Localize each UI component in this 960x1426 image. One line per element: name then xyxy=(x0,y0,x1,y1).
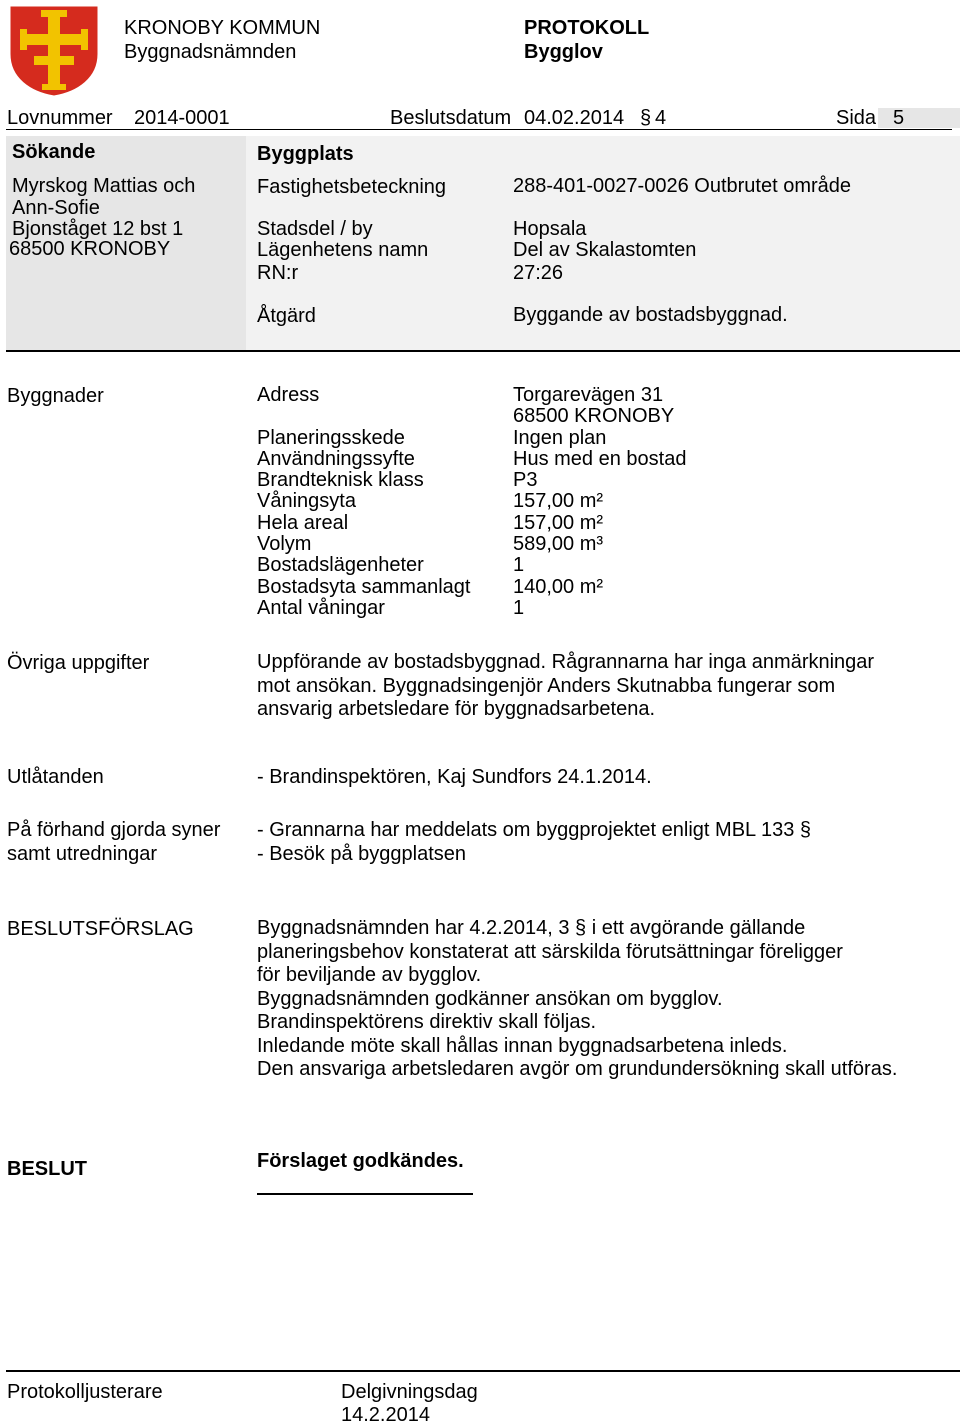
proposal-line: Den ansvariga arbetsledaren avgör om grundundersökning skall utföras. xyxy=(257,1058,898,1080)
building-attr-value: Torgarevägen 31 xyxy=(513,384,664,406)
delivery-date-value: 14.2.2014 xyxy=(341,1404,430,1426)
building-attr-label: Brandteknisk klass xyxy=(257,469,424,492)
building-attributes-labels xyxy=(257,385,470,619)
property-id-value: 288-401-0027-0026 Outbrutet område xyxy=(513,175,852,197)
decision-underline xyxy=(257,1193,473,1195)
document-type: PROTOKOLL xyxy=(524,17,650,39)
inspections-line: - Besök på byggplatsen xyxy=(257,842,467,865)
proposal-line: för beviljande av bygglov. xyxy=(257,964,482,986)
decision-text: Förslaget godkändes. xyxy=(257,1150,464,1172)
other-info-label: Övriga uppgifter xyxy=(7,652,150,674)
building-attr-label: Planeringsskede xyxy=(257,426,405,449)
inspections-line: - Grannarna har meddelats om byggprojektet enligt MBL 133 § xyxy=(257,819,812,841)
page-number-box xyxy=(878,108,960,128)
organization-name: KRONOBY KOMMUN xyxy=(124,17,321,39)
building-attr-label: Hela areal xyxy=(257,511,349,534)
paragraph-sign: § xyxy=(640,107,652,129)
footer-rule xyxy=(6,1370,960,1372)
other-info-text xyxy=(257,651,874,722)
document-subtype: Bygglov xyxy=(524,41,603,63)
inspections-label xyxy=(7,819,220,866)
meta-underline xyxy=(6,129,952,130)
decision-label: BESLUT xyxy=(7,1158,87,1180)
building-attr-label: Våningsyta xyxy=(257,490,356,513)
applicant-postal: 68500 KRONOBY xyxy=(9,238,171,260)
building-attr-label: Volym xyxy=(257,533,312,556)
district-label: Stadsdel / by xyxy=(257,218,373,240)
building-attr-value: 140,00 m² xyxy=(513,575,604,598)
proposal-line: Inledande möte skall hållas innan byggnadsarbetena inleds. xyxy=(257,1034,788,1057)
property-id-label: Fastighetsbeteckning xyxy=(257,176,447,198)
proposal-line: Byggnadsnämnden godkänner ansökan om bygglov. xyxy=(257,987,723,1010)
applicant-label: Sökande xyxy=(12,141,96,163)
building-attributes-values xyxy=(513,385,686,619)
proposal-text xyxy=(257,917,897,1082)
building-attr-value: Ingen plan xyxy=(513,426,607,449)
statements-text: - Brandinspektören, Kaj Sundfors 24.1.2014. xyxy=(257,766,652,788)
applicant-name-line-1: Myrskog Mattias och xyxy=(12,175,196,197)
permit-number-value: 2014-0001 xyxy=(134,107,230,129)
other-info-line: Uppförande av bostadsbyggnad. Rågrannarna har inga anmärkningar xyxy=(257,651,875,673)
building-attr-value: 157,00 m² xyxy=(513,490,604,513)
proposal-label: BESLUTSFÖRSLAG xyxy=(7,918,194,940)
applicant-name-line-2: Ann-Sofie xyxy=(12,197,100,219)
applicant-address: Bjonståget 12 bst 1 xyxy=(12,218,184,240)
inspections-text xyxy=(257,819,811,866)
page-number: 5 xyxy=(893,107,905,129)
building-attr-value: 589,00 m³ xyxy=(513,533,604,556)
building-attr-value: Hus med en bostad xyxy=(513,447,687,470)
department-name: Byggnadsnämnden xyxy=(124,41,297,63)
other-info-line: ansvarig arbetsledare för byggnadsarbetena. xyxy=(257,698,656,720)
panel-bottom-rule xyxy=(6,350,960,352)
action-value: Byggande av bostadsbyggnad. xyxy=(513,304,788,326)
other-info-line: mot ansökan. Byggnadsingenjör Anders Skutnabba fungerar som xyxy=(257,674,836,697)
building-attr-value: 157,00 m² xyxy=(513,511,604,534)
inspections-label-line: samt utredningar xyxy=(7,842,158,865)
lot-name-label: Lägenhetens namn xyxy=(257,239,429,261)
delivery-date-label: Delgivningsdag xyxy=(341,1381,478,1403)
building-attr-value: 1 xyxy=(513,596,525,619)
adjuster-label: Protokolljusterare xyxy=(7,1381,163,1403)
building-attr-label xyxy=(257,406,470,427)
building-attr-value: 68500 KRONOBY xyxy=(513,405,675,428)
district-value: Hopsala xyxy=(513,218,587,240)
register-number-label: RN:r xyxy=(257,262,299,284)
page-label: Sida xyxy=(836,107,877,129)
paragraph-number: 4 xyxy=(655,107,667,129)
decision-date-value: 04.02.2014 xyxy=(524,107,625,129)
building-attr-label: Bostadsyta sammanlagt xyxy=(257,575,471,598)
site-label: Byggplats xyxy=(257,143,354,165)
coat-of-arms-logo xyxy=(8,4,100,98)
proposal-line: planeringsbehov konstaterat att särskilda förutsättningar föreligger xyxy=(257,940,843,963)
building-attr-label: Användningssyfte xyxy=(257,447,415,470)
proposal-line: Byggnadsnämnden har 4.2.2014, 3 § i ett avgörande gällande xyxy=(257,917,806,939)
action-label: Åtgärd xyxy=(257,305,316,327)
statements-label: Utlåtanden xyxy=(7,766,104,788)
building-attr-value: 1 xyxy=(513,554,525,577)
building-attr-label: Adress xyxy=(257,384,320,406)
decision-date-label: Beslutsdatum xyxy=(390,107,512,129)
building-attr-label: Bostadslägenheter xyxy=(257,554,424,577)
inspections-label-line: På förhand gjorda syner xyxy=(7,819,221,841)
building-attr-label: Antal våningar xyxy=(257,596,385,619)
permit-number-label: Lovnummer xyxy=(7,107,113,129)
proposal-line: Brandinspektörens direktiv skall följas. xyxy=(257,1011,597,1033)
buildings-label: Byggnader xyxy=(7,385,104,407)
register-number-value: 27:26 xyxy=(513,262,564,284)
building-attr-value: P3 xyxy=(513,469,538,492)
lot-name-value: Del av Skalastomten xyxy=(513,239,697,261)
